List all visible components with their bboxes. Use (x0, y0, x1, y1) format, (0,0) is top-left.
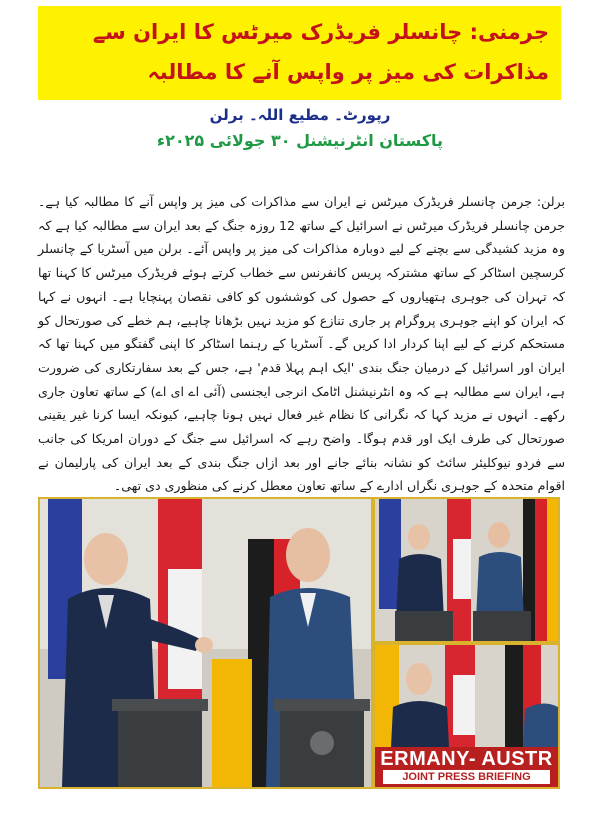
headline: جرمنی: چانسلر فریڈرک میرٹس کا ایران سے مذاکرات کی میز پر واپس آنے کا مطالبہ (92, 20, 549, 84)
caption-subtitle: JOINT PRESS BRIEFING (383, 770, 550, 784)
top-right-photo (375, 499, 558, 641)
reporter-byline: رپورٹ۔ مطیع اللہ۔ برلن (209, 106, 391, 124)
headline-banner (38, 6, 561, 100)
press-briefing-caption (375, 747, 558, 787)
photo-collage (38, 497, 560, 789)
article-body: برلن: جرمن چانسلر فریڈرک میرٹس نے ایران سے مذاکرات کی میز پر واپس آنے کا مطالبہ کیا ہے۔ جرمن چانسلر فریڈرک میرٹس نے اسرائیل کے ساتھ 12 روزہ جنگ کے بعد ایران سے مطالبہ کیا ہے کہ وہ مزید کشیدگی سے بچنے کے لیے دوبارہ مذاکرات کی میز پر واپس آئے۔ برلن میں آسٹریا کے چانسلر کرسچین اسٹاکر کے ساتھ مشترکہ پریس کانفرنس سے خطاب کرتے ہوئے فریڈرک میرٹس کا کہنا تھا کہ تہران کی جوہری ہتھیاروں کے حصول کی کوششوں کو کافی نقصان پہنچایا ہے۔ انہوں نے کہا کہ ایران کو اپنے جوہری پروگرام پر جاری تنازع کو مزید نہیں بڑھانا چاہیے، ہم خطے کی صورتحال کو مستحکم کرنے کے لیے اپنا کردار ادا کریں گے۔ آسٹریا کے رہنما اسٹاکر کا اپنی گفتگو میں کہنا تھا کہ ایران اور اسرائیل کے درمیان جنگ بندی 'ایک اہم پہلا قدم' ہے، جس کے بعد سفارتکاری کی ضرورت ہے، ایران سے مطالبہ ہے کہ وہ انٹرنیشنل اٹامک انرجی ایجنسی (آئی اے ای اے) کے ساتھ تعاون جاری رکھے۔ انہوں نے مزید کہا کہ نگرانی کا نظام غیر فعال نہیں ہونا چاہیے، کیونکہ ایسا کرنا غیر یقینی صورتحال کی طرف ایک اور قدم ہوگا۔ واضح رہے کہ اسرائیل سے جنگ کے دوران امریکا کی جانب سے فردو نیوکلیئر سائٹ کو نشانہ بنائے جانے اور بعد ازاں جنگ بندی کے بعد ایران کی پارلیمان نے اقوام متحدہ کے جوہری نگراں ادارے کے ساتھ تعاون معطل کرنے کی منظوری دی تھی۔ (38, 194, 565, 494)
bottom-right-photo (375, 645, 558, 787)
main-photo (40, 499, 371, 787)
source-dateline: پاکستان انٹرنیشنل ۳۰ جولائی ۲۰۲۵ء (156, 131, 444, 150)
caption-title: ERMANY- AUSTR (380, 748, 553, 770)
